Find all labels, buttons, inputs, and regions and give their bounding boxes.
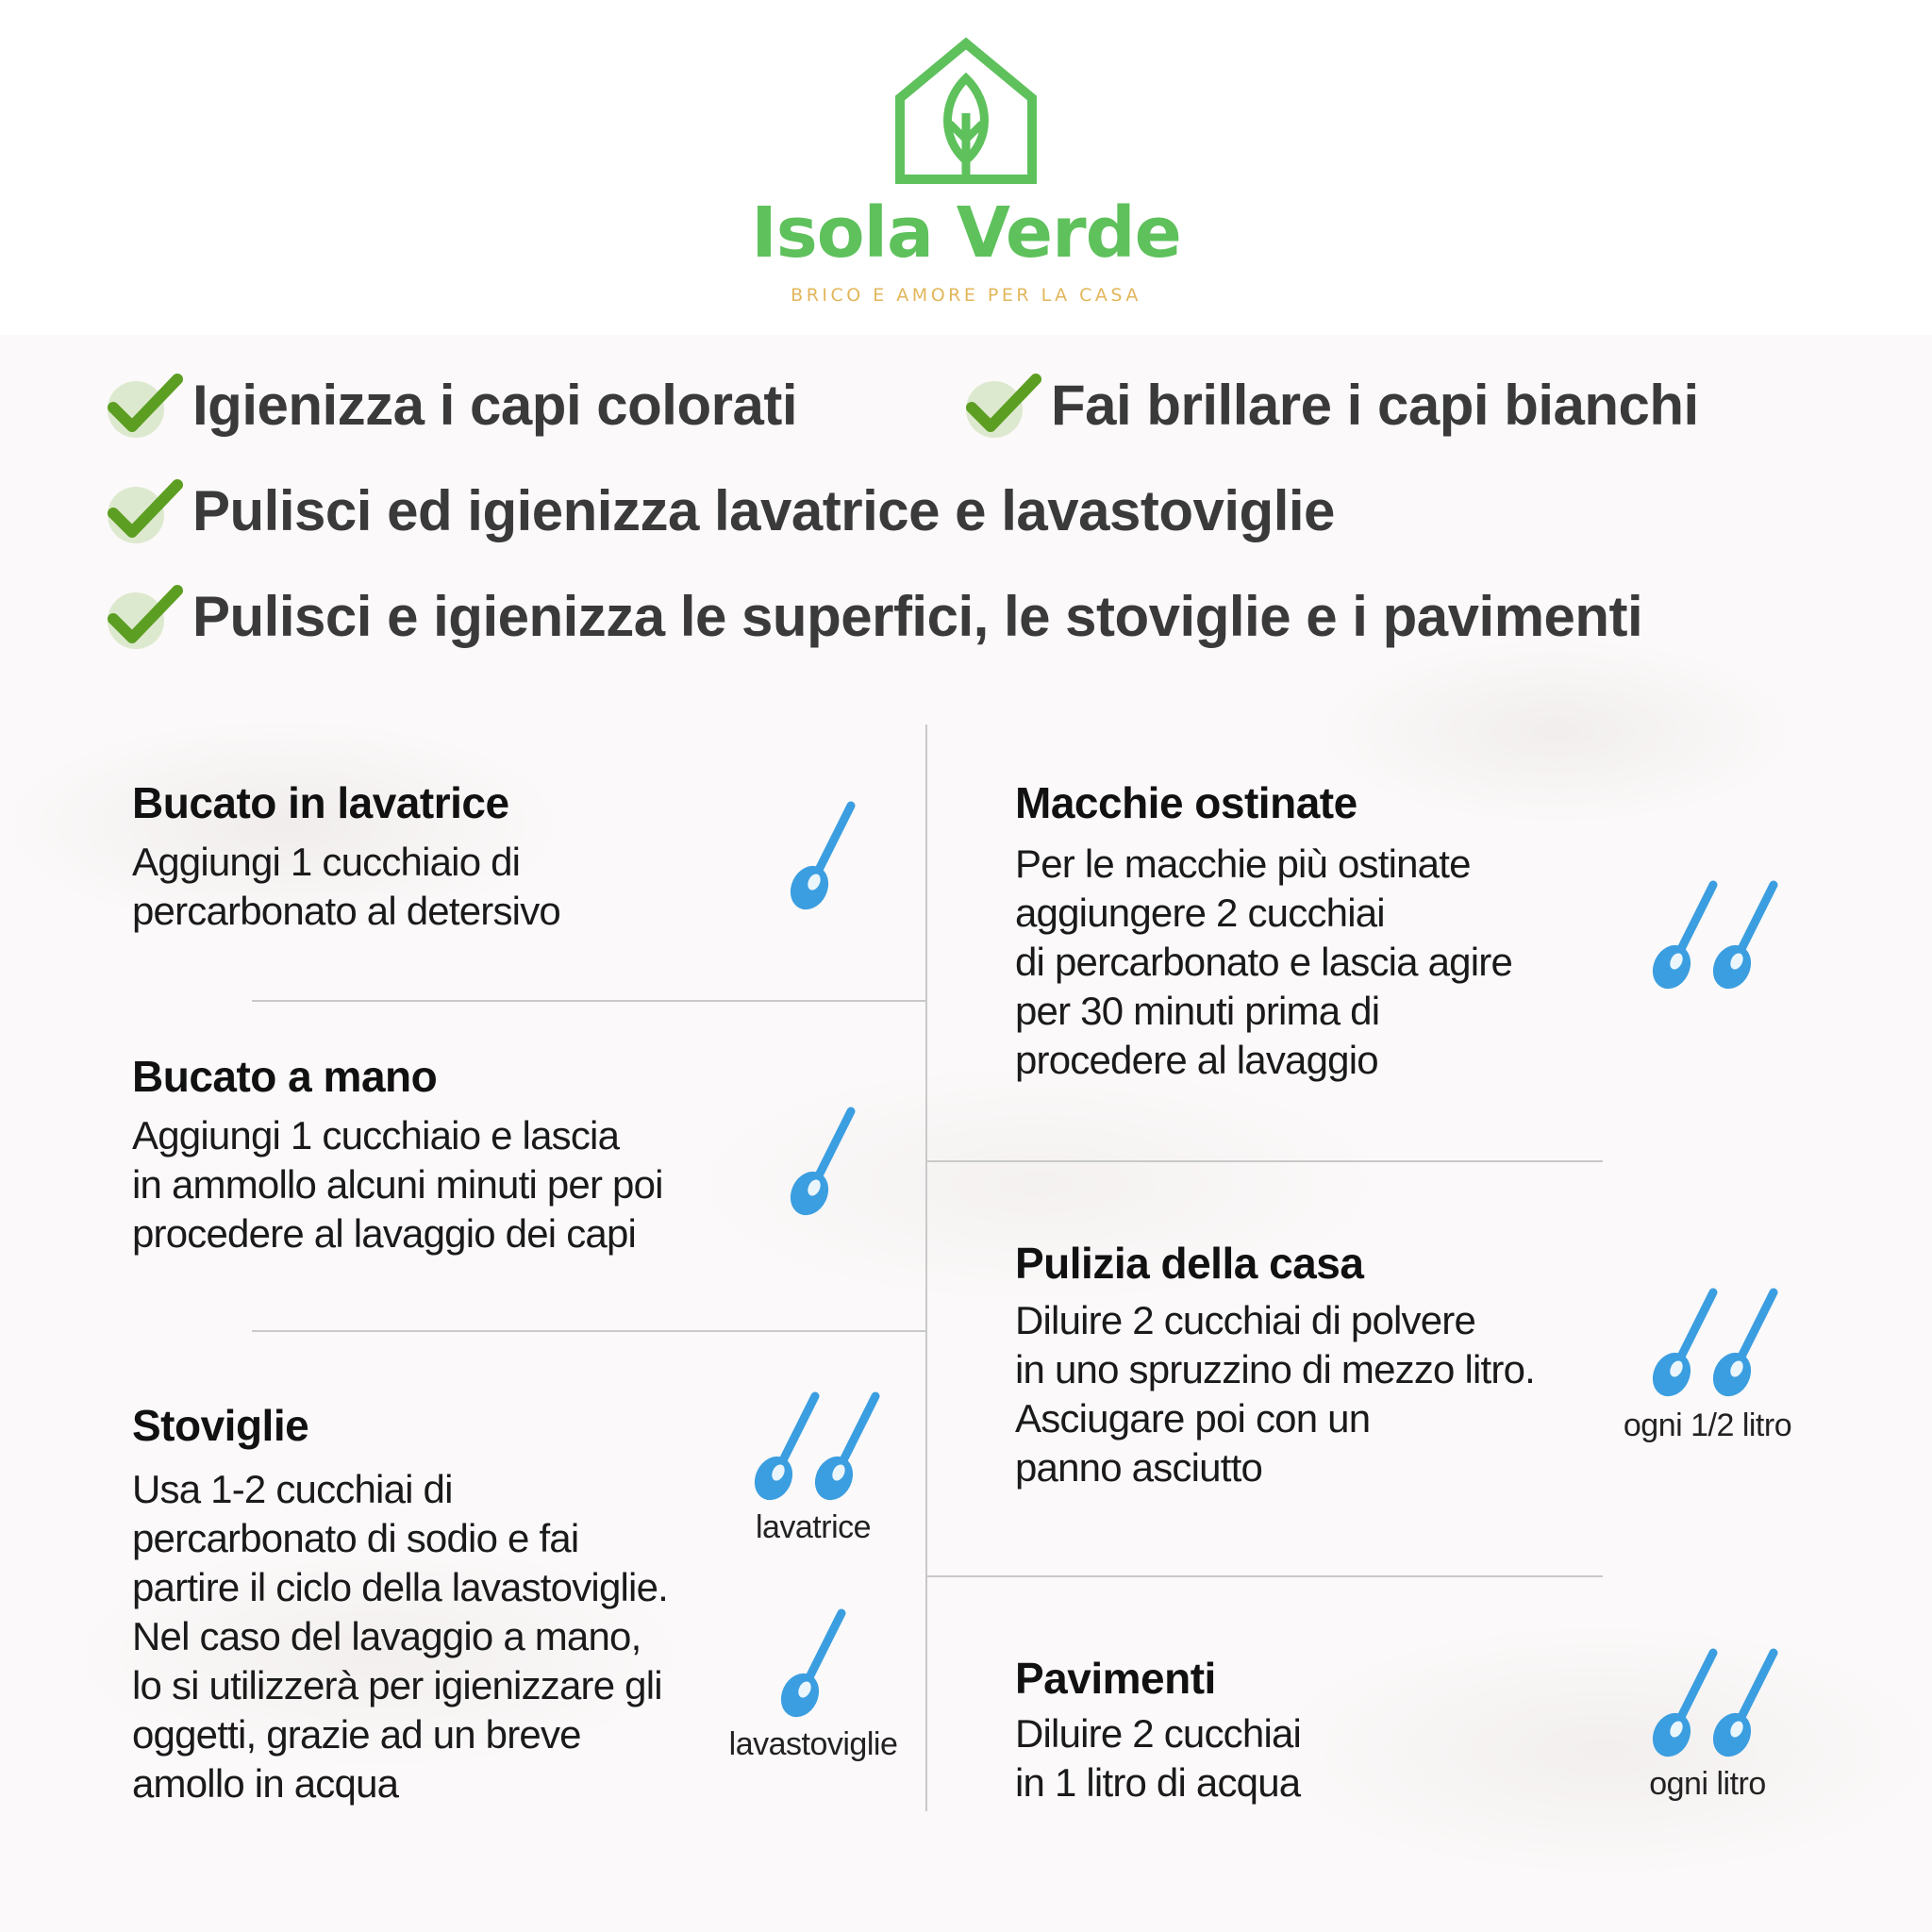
spoon-caption: ogni litro xyxy=(1649,1766,1766,1802)
spoon-icon xyxy=(779,1607,855,1721)
section-title-bucato-mano: Bucato a mano xyxy=(132,1052,438,1101)
divider-line xyxy=(252,1330,926,1332)
section-text-stoviglie: Usa 1-2 cucchiai di percarbonato di sodio e fai partire il ciclo della lavastoviglie. Nel caso del lavaggio a mano, lo si utilizzerà per igienizzare gli oggetti, grazie ad un breve amollo in acqua xyxy=(132,1467,668,1806)
benefit-text: Pulisci e igienizza le superfici, le stoviglie e i pavimenti xyxy=(192,584,1643,648)
section-title-bucato-lavatrice: Bucato in lavatrice xyxy=(132,778,509,827)
spoon-caption: ogni 1/2 litro xyxy=(1623,1407,1792,1443)
benefit-item xyxy=(106,475,1335,545)
checkmark-icon xyxy=(106,475,183,545)
section-title-stoviglie: Stoviglie xyxy=(132,1401,309,1450)
brand-logo xyxy=(0,36,1932,306)
divider-line xyxy=(927,1160,1603,1162)
benefit-item xyxy=(106,370,797,440)
checkmark-icon xyxy=(106,581,183,651)
benefit-item xyxy=(964,370,1699,440)
brand-tagline: BRICO E AMORE PER LA CASA xyxy=(791,285,1141,306)
divider-line xyxy=(252,1000,926,1002)
section-title-pulizia-casa: Pulizia della casa xyxy=(1015,1239,1364,1288)
spoon-icon xyxy=(789,800,864,913)
section-text-pulizia-casa: Diluire 2 cucchiai di polvere in uno spruzzino di mezzo litro. Asciugare poi con un panno asciutto xyxy=(1015,1298,1535,1490)
section-text-macchie: Per le macchie più ostinate aggiungere 2 cucchiai di percarbonato e lascia agire per 30 minuti prima di procedere al lavaggio xyxy=(1015,841,1513,1082)
benefit-item xyxy=(106,581,1642,651)
section-title-macchie: Macchie ostinate xyxy=(1015,778,1357,827)
spoon-caption: lavastoviglie xyxy=(728,1726,898,1762)
checkmark-icon xyxy=(964,370,1041,440)
checkmark-icon xyxy=(106,370,183,440)
benefit-text: Fai brillare i capi bianchi xyxy=(1051,373,1699,437)
section-text-bucato-mano: Aggiungi 1 cucchiaio e lascia in ammollo alcuni minuti per poi procedere al lavaggio dei capi xyxy=(132,1113,663,1256)
brand-name: Isola Verde xyxy=(751,192,1181,274)
benefit-text: Igienizza i capi colorati xyxy=(192,373,797,437)
house-leaf-icon xyxy=(892,36,1040,185)
section-text-bucato-lavatrice: Aggiungi 1 cucchiaio di percarbonato al detersivo xyxy=(132,840,560,933)
spoon-icon xyxy=(789,1106,864,1219)
section-title-pavimenti: Pavimenti xyxy=(1015,1654,1216,1703)
spoon-icon xyxy=(1711,1287,1787,1400)
spoon-icon xyxy=(1711,1647,1787,1760)
section-text-pavimenti: Diluire 2 cucchiai in 1 litro di acqua xyxy=(1015,1711,1302,1805)
divider-line xyxy=(927,1575,1603,1577)
spoon-icon xyxy=(1711,879,1787,992)
center-divider xyxy=(925,724,927,1811)
benefit-text: Pulisci ed igienizza lavatrice e lavastoviglie xyxy=(192,478,1335,542)
spoon-icon xyxy=(813,1391,889,1504)
spoon-caption: lavatrice xyxy=(755,1509,872,1545)
